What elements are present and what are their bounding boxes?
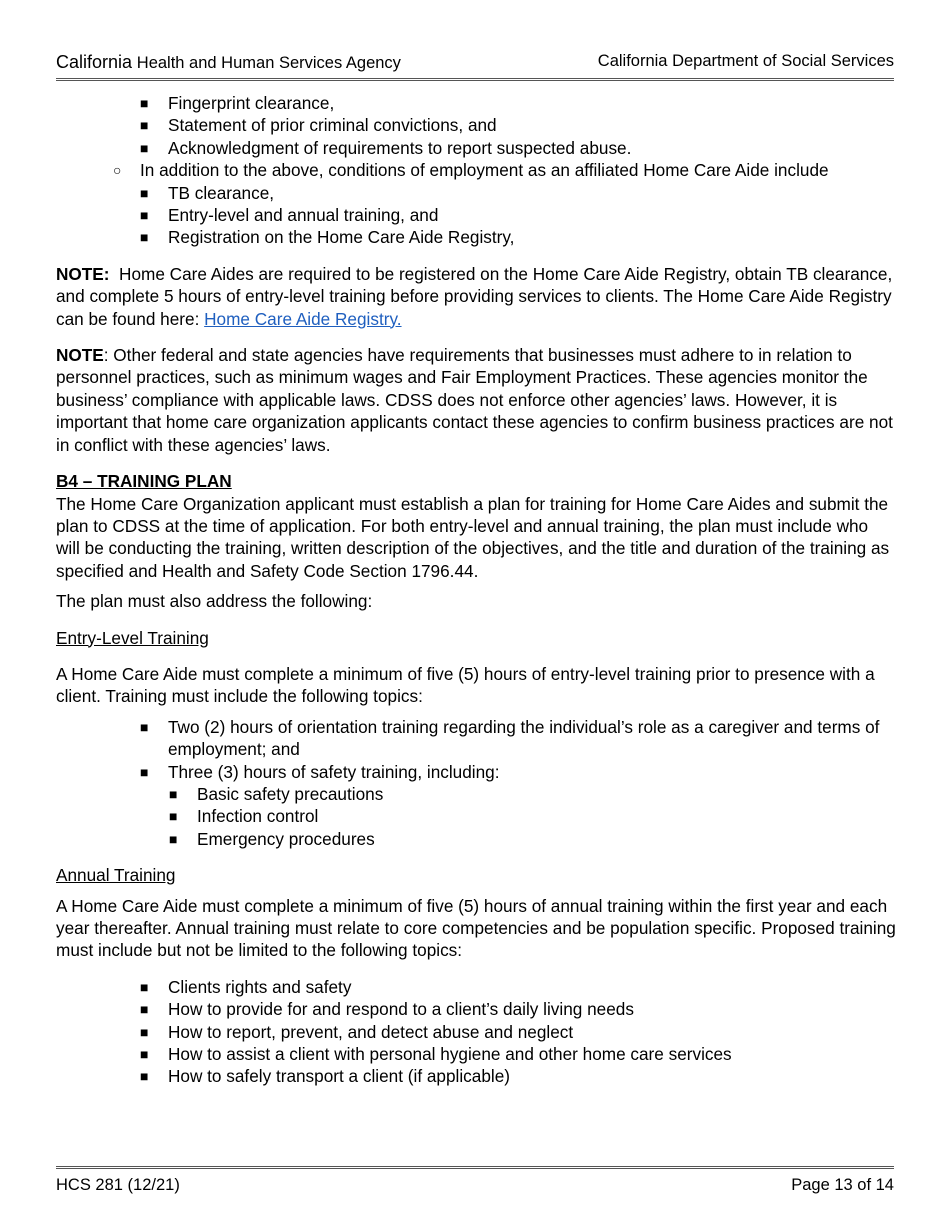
list-item: ■ How to assist a client with personal hygiene and other home care services bbox=[140, 1044, 732, 1065]
registry-link[interactable]: Home Care Aide Registry. bbox=[204, 308, 402, 329]
page-content bbox=[56, 92, 896, 1088]
annual-topics-list bbox=[56, 976, 896, 1088]
header-agency-california: California bbox=[56, 52, 133, 72]
square-bullet-icon: ■ bbox=[140, 1046, 149, 1063]
square-bullet-icon: ■ bbox=[169, 808, 178, 825]
square-bullet-icon: ■ bbox=[140, 207, 149, 224]
section-heading-b4: B4 – TRAINING PLAN bbox=[56, 471, 232, 492]
list-item: ■ Registration on the Home Care Aide Registry, bbox=[140, 227, 515, 248]
list-item: ■ Two (2) hours of orientation training regarding the individual’s role as a caregiver and terms of employment; and bbox=[140, 716, 880, 760]
square-bullet-icon: ■ bbox=[140, 95, 149, 111]
list-item: ■ Three (3) hours of safety training, including: bbox=[140, 761, 500, 782]
note-agencies: NOTE: Other federal and state agencies have requirements that businesses must adhere to in relation to personnel practices, such as minimum wages and Fair Employment Practices. These agencies monitor the business’ compliance with applicable laws. CDSS does not enforce other agencies’ laws. However, it is important that home care organization applicants contact these agencies to confirm business practices are not in conflict with these agencies’ laws. bbox=[56, 345, 893, 455]
entry-level-text: A Home Care Aide must complete a minimum of five (5) hours of entry-level training prior to presence with a client. Training must include the following topics: bbox=[56, 663, 875, 707]
circle-bullet-icon: ○ bbox=[113, 162, 122, 179]
square-bullet-icon: ■ bbox=[169, 785, 178, 802]
square-bullet-icon: ■ bbox=[140, 1001, 149, 1018]
annual-text: A Home Care Aide must complete a minimum of five (5) hours of annual training within the first year and each year thereafter. Annual training must relate to core competencies and be population specific. Proposed training must include but not be limited to the following topics: bbox=[56, 895, 896, 961]
square-bullet-icon: ■ bbox=[140, 1068, 149, 1085]
training-plan-intro: The Home Care Organization applicant must establish a plan for training for Home Care Aides and submit the plan to CDSS at the time of application. For both entry-level and annual training, the plan must include who will be conducting the training, written description of the objectives, and the title and duration of the training as specified and Health and Safety Code Section 1796.44. bbox=[56, 493, 890, 581]
note-label: NOTE bbox=[56, 345, 104, 366]
form-number: HCS 281 (12/21) bbox=[56, 1176, 180, 1194]
square-bullet-icon: ■ bbox=[140, 139, 149, 156]
header-agency bbox=[56, 52, 401, 73]
list-item: ■ How to report, prevent, and detect abuse and neglect bbox=[140, 1021, 574, 1042]
entry-level-list bbox=[56, 716, 896, 783]
safety-training-list bbox=[56, 783, 896, 850]
list-item: ■ Basic safety precautions bbox=[169, 783, 384, 804]
list-item: ■ TB clearance, bbox=[140, 182, 275, 203]
list-item: ■ How to provide for and respond to a client’s daily living needs bbox=[140, 999, 634, 1020]
list-item: ■ Acknowledgment of requirements to report suspected abuse. bbox=[140, 137, 632, 158]
header-agency-name: Health and Human Services Agency bbox=[136, 54, 401, 72]
note-registry: NOTE: Home Care Aides are required to be registered on the Home Care Aide Registry, obtain TB clearance, and complete 5 hours of entry-level training before providing services to clients. The Home Care Aide Registry can be found here: Home Care Aide Registry. bbox=[56, 263, 893, 329]
header-department: California Department of Social Services bbox=[597, 52, 894, 70]
note-label: NOTE: bbox=[56, 263, 110, 284]
list-item: ■ Entry-level and annual training, and bbox=[140, 205, 439, 226]
annual-heading: Annual Training bbox=[56, 865, 176, 886]
list-item: ■ Emergency procedures bbox=[169, 828, 375, 849]
training-plan-also: The plan must also address the following: bbox=[56, 591, 373, 612]
page-footer bbox=[56, 1166, 894, 1194]
list-item: ■ Statement of prior criminal convictions, and bbox=[140, 115, 497, 136]
square-bullet-icon: ■ bbox=[140, 718, 149, 735]
conditions-intro: ○ In addition to the above, conditions of employment as an affiliated Home Care Aide include bbox=[113, 160, 829, 181]
entry-level-heading: Entry-Level Training bbox=[56, 627, 209, 648]
list-item: ■ Infection control bbox=[169, 806, 319, 827]
requirements-list bbox=[56, 92, 896, 159]
square-bullet-icon: ■ bbox=[140, 763, 149, 780]
list-item: ■ Fingerprint clearance, bbox=[140, 93, 335, 113]
page-header bbox=[56, 52, 894, 81]
square-bullet-icon: ■ bbox=[140, 184, 149, 201]
square-bullet-icon: ■ bbox=[169, 830, 178, 847]
square-bullet-icon: ■ bbox=[140, 117, 149, 134]
list-item: ■ Clients rights and safety bbox=[140, 976, 352, 997]
conditions-list bbox=[56, 182, 896, 249]
square-bullet-icon: ■ bbox=[140, 978, 149, 995]
square-bullet-icon: ■ bbox=[140, 229, 149, 246]
square-bullet-icon: ■ bbox=[140, 1023, 149, 1040]
list-item: ■ How to safely transport a client (if applicable) bbox=[140, 1066, 510, 1087]
page-number: Page 13 of 14 bbox=[791, 1176, 894, 1194]
